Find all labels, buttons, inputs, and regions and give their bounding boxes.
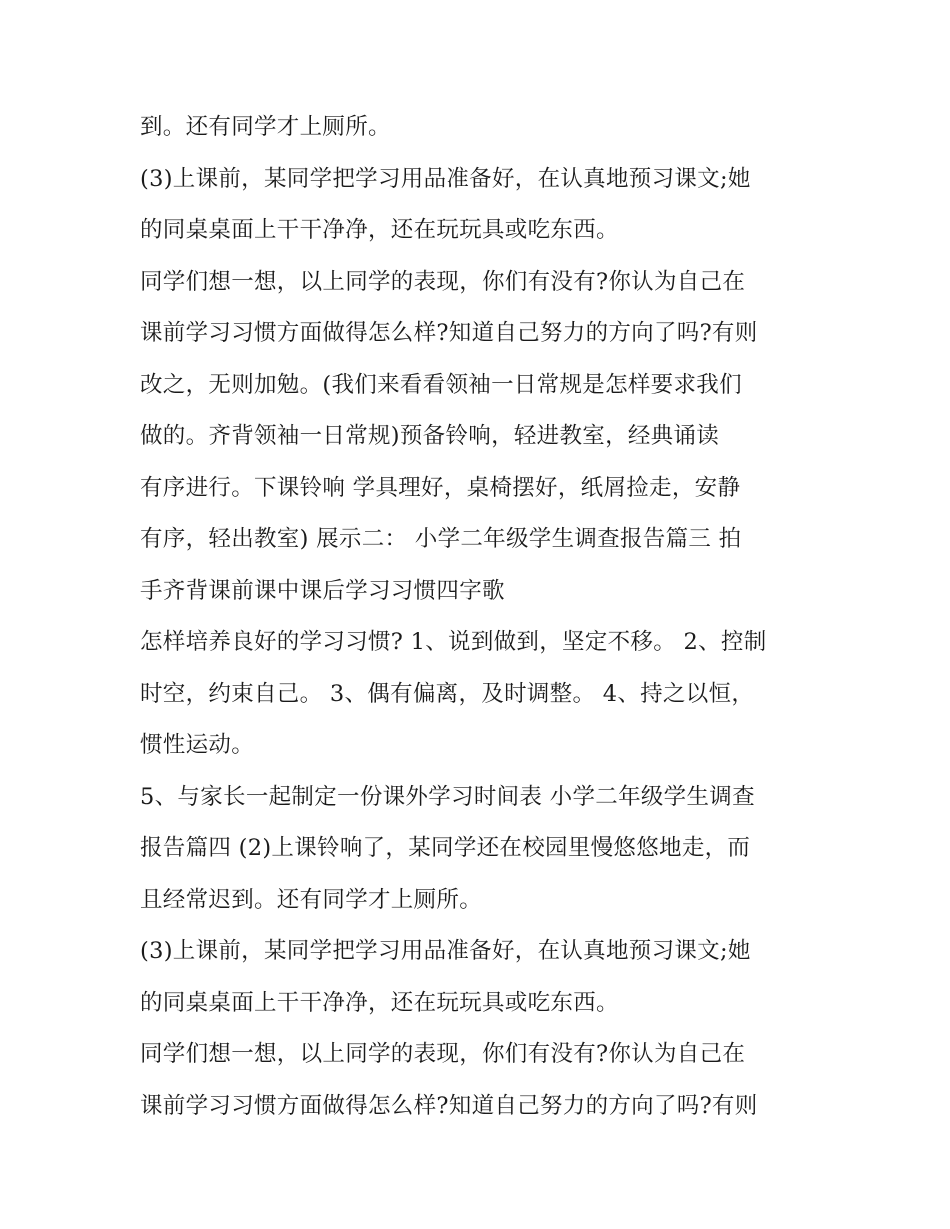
text-line: 怎样培养良好的学习习惯? 1、说到做到，坚定不移。 2、控制 xyxy=(140,629,767,655)
text-line: (3)上课前，某同学把学习用品准备好，在认真地预习课文;她 xyxy=(140,938,751,964)
text-line: 的同桌桌面上干干净净，还在玩玩具或吃东西。 xyxy=(140,989,619,1016)
text-line: 有序进行。下课铃响 学具理好，桌椅摆好，纸屑捡走，安静 xyxy=(140,474,741,501)
text-line: 改之，无则加勉。(我们来看看领袖一日常规是怎样要求我们 xyxy=(140,371,742,398)
text-line: 时空，约束自己。 3、偶有偏离，及时调整。 4、持之以恒， xyxy=(140,680,755,707)
text-line: 同学们想一想，以上同学的表现，你们有没有?你认为自己在 xyxy=(140,268,746,295)
text-line: 到。还有同学才上厕所。 xyxy=(140,114,391,140)
text-line: 有序，轻出教室) 展示二： 小学二年级学生调查报告篇三 拍 xyxy=(140,526,742,552)
text-line: 做的。齐背领袖一日常规)预备铃响，轻进教室，经典诵读 xyxy=(140,423,720,449)
text-line: 惯性运动。 xyxy=(140,732,255,758)
text-line: 课前学习习惯方面做得怎么样?知道自己努力的方向了吗?有则 xyxy=(140,320,758,346)
text-line: 5、与家长一起制定一份课外学习时间表 小学二年级学生调查 xyxy=(140,783,755,810)
text-line: 的同桌桌面上干干净净，还在玩玩具或吃东西。 xyxy=(140,217,619,243)
text-line: 课前学习习惯方面做得怎么样?知道自己努力的方向了吗?有则 xyxy=(140,1092,758,1119)
text-line: 同学们想一想，以上同学的表现，你们有没有?你认为自己在 xyxy=(140,1041,746,1067)
text-line: 且经常迟到。还有同学才上厕所。 xyxy=(140,886,483,913)
text-line: (3)上课前，某同学把学习用品准备好，在认真地预习课文;她 xyxy=(140,165,751,192)
text-line: 手齐背课前课中课后学习习惯四字歌 xyxy=(140,577,505,604)
document-body xyxy=(140,108,840,1138)
text-line: 报告篇四 (2)上课铃响了，某同学还在校园里慢悠悠地走，而 xyxy=(140,835,751,861)
